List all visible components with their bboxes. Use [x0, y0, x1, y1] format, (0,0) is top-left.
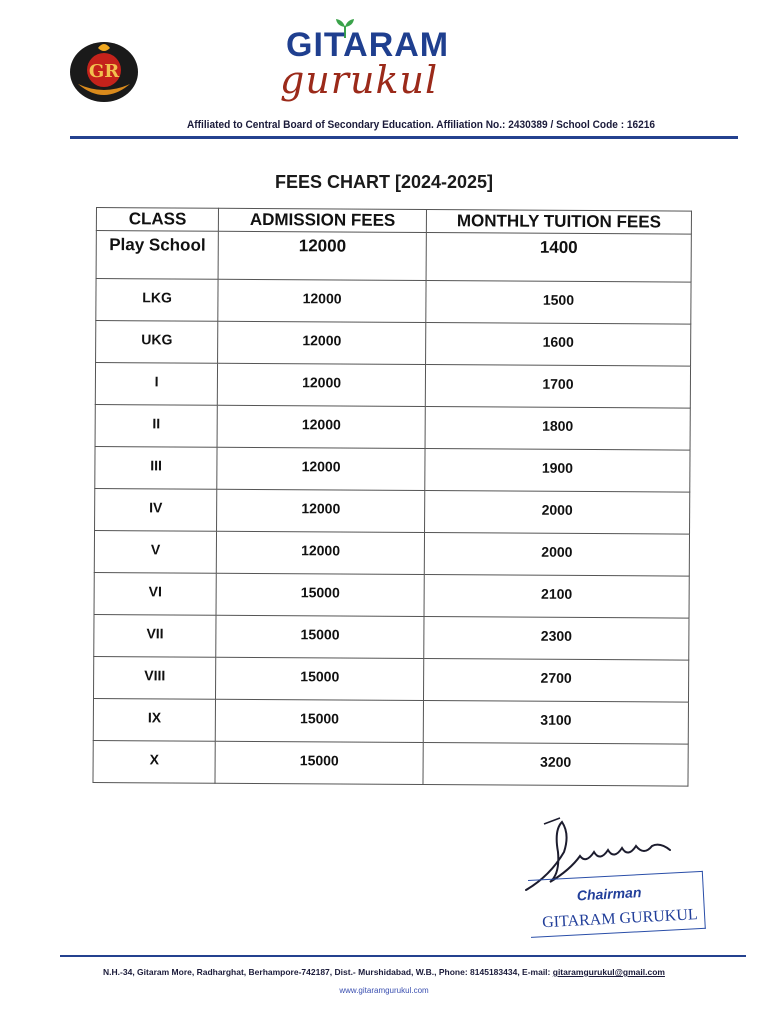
- header-class: CLASS: [96, 208, 218, 232]
- admission-fee-cell: 15000: [216, 615, 424, 658]
- table-row: [96, 321, 691, 367]
- admission-fee-cell: 15000: [216, 699, 424, 742]
- monthly-fee-cell: 2100: [424, 575, 689, 619]
- monthly-fee-cell: 2300: [424, 617, 689, 661]
- monthly-fee-cell: 3100: [423, 701, 688, 745]
- class-cell: VIII: [93, 656, 216, 699]
- logo-letters: GR: [88, 61, 120, 82]
- footer-address: [0, 967, 768, 977]
- admission-fee-cell: 12000: [217, 447, 425, 490]
- table-row: [95, 488, 690, 534]
- footer-divider: [60, 955, 746, 957]
- admission-fee-cell: 12000: [218, 321, 426, 364]
- admission-fee-cell: 15000: [215, 741, 423, 784]
- class-cell: UKG: [96, 321, 219, 364]
- monthly-fee-cell: 1600: [426, 323, 691, 367]
- class-cell: VI: [94, 572, 217, 615]
- table-row: [94, 572, 689, 618]
- class-cell: IX: [93, 698, 216, 741]
- class-cell: III: [95, 446, 218, 489]
- page-title: FEES CHART [2024-2025]: [274, 172, 494, 192]
- monthly-fee-cell: 1400: [426, 233, 691, 283]
- school-logo-icon: [68, 40, 140, 104]
- monthly-fee-cell: 1500: [426, 281, 691, 325]
- table-row: [96, 231, 691, 283]
- class-cell: VII: [94, 614, 217, 657]
- table-row: [95, 404, 690, 450]
- table-row: [93, 698, 688, 744]
- class-cell: LKG: [96, 279, 219, 322]
- admission-fee-cell: 15000: [216, 657, 424, 700]
- monthly-fee-cell: 2000: [425, 491, 690, 535]
- table-row: [93, 740, 688, 786]
- admission-fee-cell: 12000: [217, 489, 425, 532]
- table-row: [95, 363, 690, 409]
- admission-fee-cell: 15000: [216, 573, 424, 616]
- class-cell: V: [94, 530, 217, 573]
- header-monthly-tuition-fees: MONTHLY TUITION FEES: [426, 210, 691, 235]
- monthly-fee-cell: 1700: [425, 365, 690, 409]
- footer-email-link[interactable]: gitaramgurukul@gmail.com: [552, 967, 665, 977]
- monthly-fee-cell: 1900: [425, 449, 690, 493]
- monthly-fee-cell: 2000: [424, 533, 689, 577]
- affiliation-text: Affiliated to Central Board of Secondary Education. Affiliation No.: 2430389 / School Code : 16216: [187, 119, 656, 131]
- chairman-stamp: [528, 871, 707, 948]
- fees-table: [92, 207, 692, 787]
- class-cell: Play School: [96, 231, 219, 280]
- admission-fee-cell: 12000: [217, 405, 425, 448]
- brand-name-bottom: gurukul: [280, 58, 439, 102]
- stamp-title: Chairman: [576, 884, 642, 904]
- class-cell: II: [95, 404, 218, 447]
- footer-address-text: N.H.-34, Gitaram More, Radharghat, Berhampore-742187, Dist.- Murshidabad, W.B., Phone: 8145183434, E-mail:: [103, 967, 553, 977]
- monthly-fee-cell: 3200: [423, 743, 688, 787]
- header-divider: [70, 136, 738, 139]
- table-row: [94, 614, 689, 660]
- class-cell: X: [93, 740, 216, 783]
- class-cell: I: [95, 363, 218, 406]
- table-row: [96, 279, 691, 325]
- monthly-fee-cell: 1800: [425, 407, 690, 451]
- admission-fee-cell: 12000: [217, 531, 425, 574]
- admission-fee-cell: 12000: [218, 363, 426, 406]
- stamp-school-name: GITARAM GURUKUL: [541, 906, 699, 932]
- header-admission-fees: ADMISSION FEES: [219, 208, 427, 232]
- brand-name-top: GITARAM: [286, 26, 450, 64]
- table-row: [94, 530, 689, 576]
- admission-fee-cell: 12000: [218, 231, 426, 280]
- table-row: [95, 446, 690, 492]
- admission-fee-cell: 12000: [218, 279, 426, 322]
- table-row: [93, 656, 688, 702]
- monthly-fee-cell: 2700: [424, 659, 689, 703]
- footer-website-link[interactable]: www.gitaramgurukul.com: [339, 986, 429, 995]
- class-cell: IV: [95, 488, 218, 531]
